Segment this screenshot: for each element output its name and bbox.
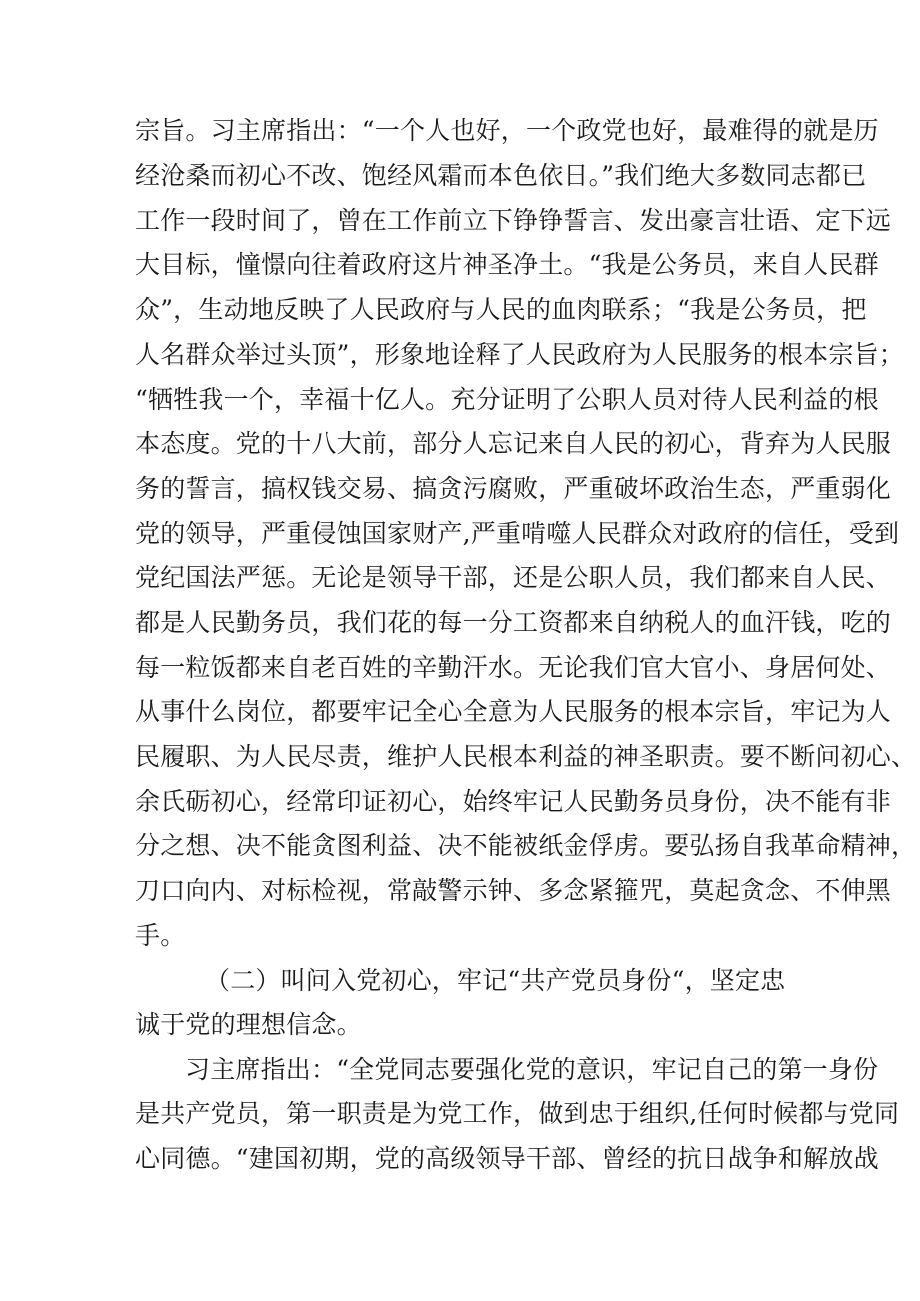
paragraph-line: 工作一段时间了，曾在工作前立下铮铮誓言、发出豪言壮语、定下远 bbox=[135, 206, 892, 235]
section-heading: （二）叫问入党初心，牢记“共产党员身份“，坚定忠 bbox=[205, 966, 786, 995]
paragraph-line: 党纪国法严惩。无论是领导干部，还是公职人员，我们都来自人民、 bbox=[135, 563, 892, 592]
paragraph-line: 本态度。党的十八大前，部分人忘记来自人民的初心，背弃为人民服 bbox=[135, 429, 892, 458]
paragraph-line: 经沧桑而初心不改、饱经风霜而本色依日。”我们绝大多数同志都已 bbox=[135, 161, 867, 190]
paragraph-line: 刀口向内、对标检视，常敲警示钟、多念紧箍咒，莫起贪念、不伸黑 bbox=[135, 876, 892, 905]
paragraph-line: 从事什么岗位，都要牢记全心全意为人民服务的根本宗旨，牢记为人 bbox=[135, 697, 892, 726]
paragraph-line: 人名群众举过头顶”，形象地诠释了人民政府为人民服务的根本宗旨； bbox=[135, 340, 904, 369]
paragraph-line: 手。 bbox=[135, 921, 186, 950]
paragraph-line: 众”，生动地反映了人民政府与人民的血肉联系；“我是公务员，把 bbox=[135, 295, 867, 324]
paragraph-line: 分之想、决不能贪图利益、决不能被纸金俘虏。要弘扬自我革命精神， bbox=[135, 831, 917, 860]
paragraph-line: 大目标，憧憬向往着政府这片神圣净土。“我是公务员，来自人民群 bbox=[135, 250, 879, 279]
paragraph-line: 每一粒饭都来自老百姓的辛勤汗水。无论我们官大官小、身居何处、 bbox=[135, 653, 892, 682]
paragraph-line: 民履职、为人民尽责，维护人民根本利益的神圣职责。要不断问初心、 bbox=[135, 742, 917, 771]
section-heading-continued: 诚于党的理想信念。 bbox=[135, 1010, 362, 1039]
paragraph-line: 党的领导，严重侵蚀国家财产,严重啃噬人民群众对政府的信任，受到 bbox=[135, 519, 900, 548]
paragraph-line: 宗旨。习主席指出：“一个人也好，一个政党也好，最难得的就是历 bbox=[135, 116, 879, 145]
paragraph-line: “牺牲我一个，幸福十亿人。充分证明了公职人员对待人民利益的根 bbox=[135, 385, 879, 414]
paragraph-line: 余氏砺初心，经常印证初心，始终牢记人民勤务员身份，决不能有非 bbox=[135, 787, 892, 816]
paragraph-line: 心同德。“建国初期，党的高级领导干部、曾经的抗日战争和解放战 bbox=[135, 1144, 879, 1173]
paragraph-line: 习主席指出：“全党同志要强化党的意识，牢记自己的第一身份 bbox=[185, 1055, 879, 1084]
paragraph-line: 是共产党员，第一职责是为党工作，做到忠于组织,任何时候都与党同 bbox=[135, 1099, 900, 1128]
paragraph-line: 务的誓言，搞权钱交易、搞贪污腐败，严重破坏政治生态，严重弱化 bbox=[135, 474, 892, 503]
paragraph-line: 都是人民勤务员，我们花的每一分工资都来自纳税人的血汗钱，吃的 bbox=[135, 608, 892, 637]
